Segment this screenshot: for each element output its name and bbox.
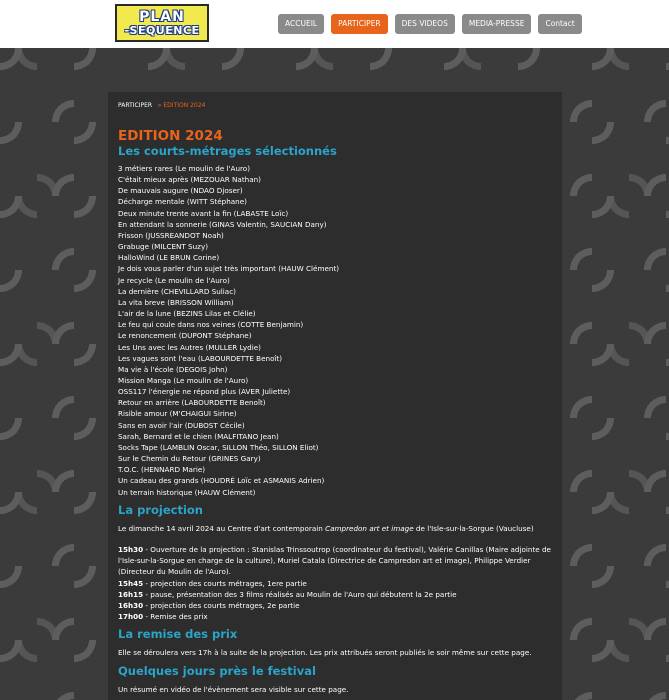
list-item: OSS117 l'énergie ne répond plus (AVER Juliette) [118,387,291,397]
list-item: Les vagues sont l'eau (LABOURDETTE Benoît) [118,353,283,363]
list-item: Les Uns avec les Autres (MULLER Lydie) [118,342,261,352]
list-item: Sans en avoir l'air (DUBOST Cécile) [118,420,245,430]
list-item: Un cadeau des grands (HOUDRÉ Loïc et ASMANIS Adrien) [118,476,325,486]
list-item: Frisson (JUSSREANDOT Noah) [118,230,224,240]
list-item: Retour en arrière (LABOURDETTE Benoît) [118,398,266,408]
list-item: Sarah, Bernard et le chien (MALFITANO Jean) [118,431,279,441]
remise-text: Elle se déroulera vers 17h à la suite de la projection. Les prix attribués seront publiés le soir même sur cette page. [118,648,532,658]
list-item: La vita breve (BRISSON William) [118,297,234,307]
list-item: Un terrain historique (HAUW Clément) [118,487,256,497]
list-item: En attendant la sonnerie (GINAS Valentin, SAUCIAN Dany) [118,219,327,229]
projection-intro-before: Le dimanche 14 avril 2024 au Centre d'art contemporain [118,523,326,533]
breadcrumb-separator: » [157,102,162,109]
list-item: De mauvais augure (NDAO Djoser) [118,186,243,196]
list-item: Risible amour (M'CHAIGUI Sirine) [118,409,237,419]
schedule-time: 15h30 [118,544,144,554]
schedule-item [118,544,558,578]
list-item: Ma vie à l'école (DEGOIS John) [118,364,228,374]
list-item: Je recycle (Le moulin de l'Auro) [118,275,230,285]
films-list [118,163,558,498]
site-header [0,0,669,48]
nav-media-presse[interactable]: MEDIA-PRESSE [462,14,532,34]
list-item: 3 métiers rares (Le moulin de l'Auro) [118,164,250,173]
nav-accueil[interactable]: ACCUEIL [278,14,324,34]
schedule-text: - pause, présentation des 3 films réalisés au Moulin de l'Auro qui débutent la 2e partie [143,589,457,599]
nav-contact[interactable]: Contact [538,14,581,34]
schedule-item [118,578,558,589]
list-item: Le renoncement (DUPONT Stéphane) [118,331,252,341]
schedule-item [118,600,558,611]
breadcrumb-parent-link[interactable]: PARTICIPER [118,102,153,109]
list-item: T.O.C. (HENNARD Marie) [118,465,206,475]
projection-intro [118,523,558,534]
nav-des-videos[interactable]: DES VIDEOS [395,14,455,34]
list-item: Décharge mentale (WITT Stéphane) [118,197,247,207]
list-item: Grabuge (MILCENT Suzy) [118,242,209,252]
list-item: Je dois vous parler d'un sujet très important (HAUW Clément) [118,264,340,274]
schedule-time: 16h30 [118,600,144,610]
site-logo[interactable] [115,4,209,42]
list-item: C'était mieux après (MEZOUAR Nathan) [118,175,261,185]
nav-participer[interactable]: PARTICIPER [331,14,388,34]
projection-heading: La projection [118,502,203,517]
logo-line-2: -SEQUENCE [124,24,200,37]
breadcrumb [118,102,558,109]
projection-intro-after: de l'Isle-sur-la-Sorgue (Vaucluse) [413,523,534,533]
list-item: Deux minute trente avant la fin (LABASTE Loïc) [118,208,289,218]
main-content [118,100,558,695]
schedule-text: - projection des courts métrages, 2e partie [143,600,300,610]
logo-line-1: PLAN [139,9,185,25]
list-item: Socks Tape (LAMBLIN Oscar, SILLON Théo, SILLON Eliot) [118,442,319,452]
list-item: HalloWind (LE BRUN Corine) [118,253,220,263]
projection-venue: Campredon art et image [325,523,414,533]
schedule-item [118,589,558,600]
schedule-text: - Ouverture de la projection : Stanislas Trinssoutrop (coordinateur du festival), Valérie Canillas (Maire adjointe de l'Isle-sur-la-Sorgue en charge de la culture), Muriel Catala (Directrice de Campredon art et image), Philippe Verdier (Directeur du Moulin de l'Auro). [118,544,551,577]
list-item: Le feu qui coule dans nos veines (COTTE Benjamin) [118,320,304,330]
schedule-text: - Remise des prix [143,612,208,622]
list-item: Sur le Chemin du Retour (GRINES Gary) [118,454,261,464]
schedule-time: 17h00 [118,612,144,622]
remise-heading: La remise des prix [118,627,238,642]
schedule-time: 16h15 [118,589,144,599]
main-nav [278,14,582,34]
schedule-item [118,611,558,622]
films-heading: Les courts-métrages sélectionnés [118,144,337,158]
schedule-time: 15h45 [118,578,144,588]
jours-text: Un résumé en vidéo de l'évènement sera visible sur cette page. [118,684,349,694]
list-item: Mission Manga (Le moulin de l'Auro) [118,375,249,385]
breadcrumb-current: EDITION 2024 [163,102,206,109]
schedule-text: - projection des courts métrages, 1ere partie [143,578,307,588]
page-title: EDITION 2024 [118,128,223,144]
list-item: L'air de la lune (BEZINS Lilas et Clélie) [118,309,256,319]
list-item: La dernière (CHEVILLARD Suliac) [118,286,236,296]
jours-heading: Quelques jours près le festival [118,663,316,678]
